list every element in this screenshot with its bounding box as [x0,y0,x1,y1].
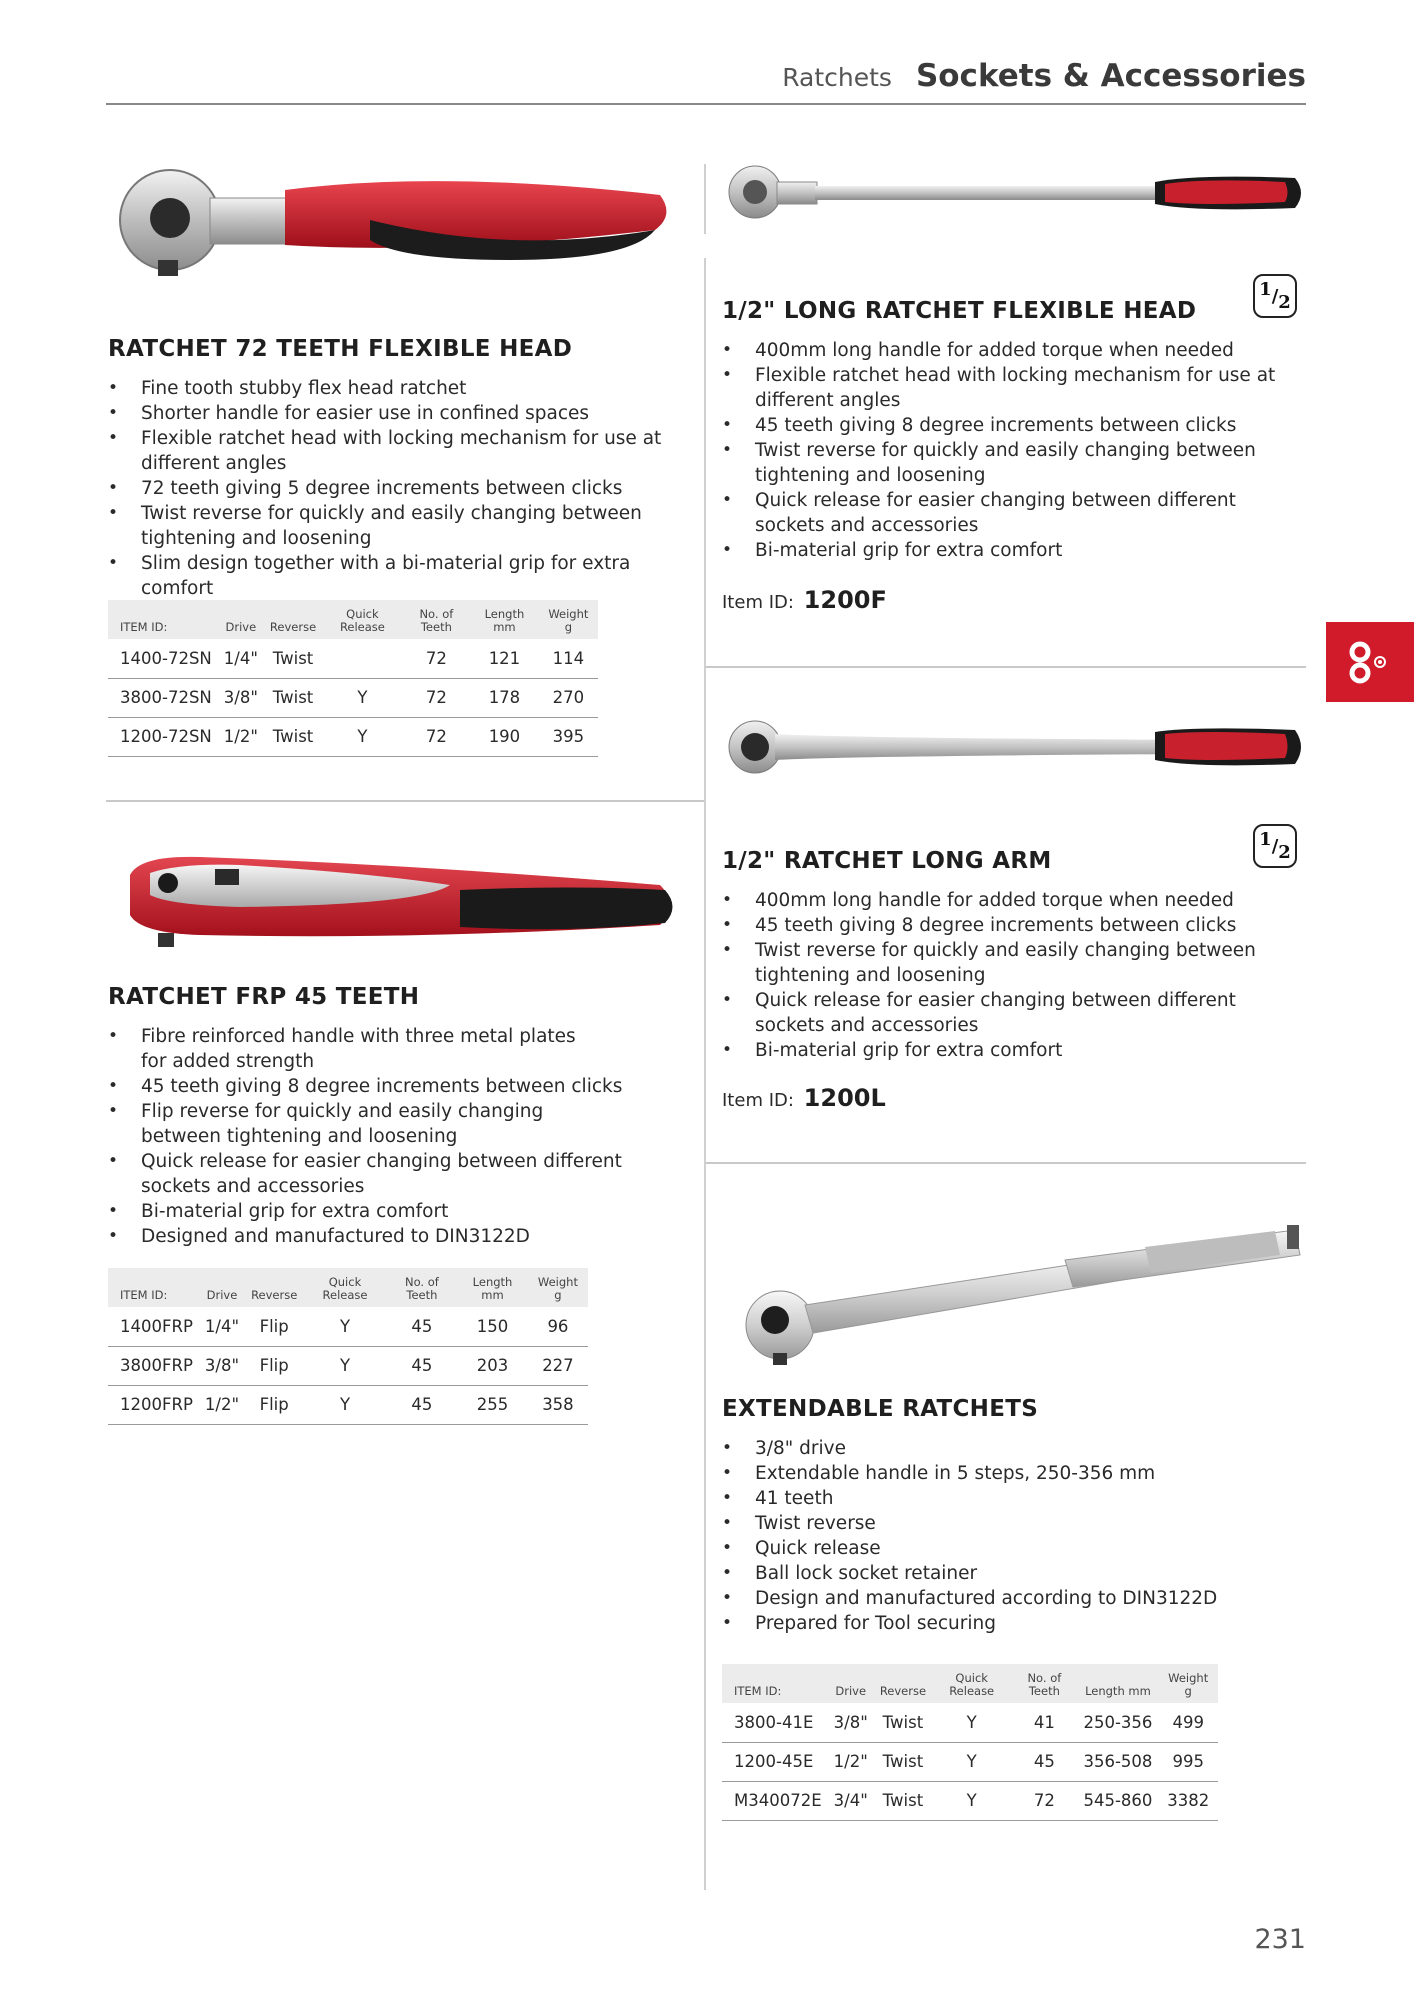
header-category: Ratchets [782,63,892,92]
cell-quick-release: Y [303,1307,386,1346]
product-title-long-flex: 1/2" LONG RATCHET FLEXIBLE HEAD [722,298,1197,324]
cell-teeth: 41 [1011,1703,1077,1742]
spec-table-72-teeth [108,600,598,757]
table-header-row [108,600,598,639]
item-id-code: 1200F [803,586,887,614]
cell-item-id: 1400FRP [108,1307,199,1346]
extendable-ratchet-image [735,1225,1305,1375]
list-item: • Bi-material grip for extra comfort [722,538,1302,563]
cell-length: 203 [457,1346,528,1385]
table-header-row [722,1664,1218,1703]
col-header: Reverse [269,620,317,634]
col-header: Quick Release [339,607,385,634]
col-header: No. of Teeth [419,607,454,634]
cell-weight: 358 [528,1385,588,1424]
badge-slash: / [1271,285,1279,307]
cell-length: 150 [457,1307,528,1346]
page-number: 231 [1254,1924,1306,1955]
list-item: • Twist reverse [722,1511,1302,1536]
table-row [108,717,598,756]
item-id-long-flex [722,586,887,614]
cell-drive: 1/4" [218,639,264,678]
frp-ratchet-image [120,845,680,955]
list-item: • Fibre reinforced handle with three metal plates for added strength [108,1024,578,1074]
table-row [108,639,598,678]
list-item: • Design and manufactured according to DIN3122D [722,1586,1302,1611]
cell-quick-release: Y [932,1703,1011,1742]
feature-list-extendable [722,1436,1302,1636]
badge-denominator: 2 [1278,291,1291,313]
right-section-divider-2 [706,1162,1306,1164]
list-item: • Flexible ratchet head with locking mechanism for use at different angles [722,363,1302,413]
list-item: • 45 teeth giving 8 degree increments between clicks [722,413,1302,438]
list-item: • Fine tooth stubby flex head ratchet [108,376,698,401]
col-header: ITEM ID: [120,1288,168,1302]
cell-teeth: 72 [403,717,470,756]
cell-reverse: Flip [245,1385,303,1424]
table-row [722,1781,1218,1820]
table-row [108,1346,588,1385]
cell-teeth: 45 [1011,1742,1077,1781]
cell-weight: 395 [539,717,598,756]
ratchet-flex-head-image [110,160,680,290]
cell-teeth: 72 [1011,1781,1077,1820]
col-header: Drive [225,620,257,634]
cell-item-id: M340072E [722,1781,828,1820]
column-divider [704,258,706,1890]
table-row [108,1385,588,1424]
cell-weight: 227 [528,1346,588,1385]
cell-item-id: 3800FRP [108,1346,199,1385]
item-id-long-arm [722,1084,886,1112]
list-item: • Designed and manufactured to DIN3122D [108,1224,698,1249]
cell-reverse: Twist [874,1703,932,1742]
list-item: • Bi-material grip for extra comfort [722,1038,1302,1063]
left-section-divider [106,800,704,802]
col-header: ITEM ID: [120,620,168,634]
cell-teeth: 45 [387,1307,457,1346]
cell-item-id: 1200-72SN [108,717,218,756]
cell-quick-release [322,639,403,678]
list-item: • Flexible ratchet head with locking mechanism for use at different angles [108,426,698,476]
list-item: • Twist reverse for quickly and easily changing between tightening and loosening [722,938,1302,988]
list-item: • Quick release for easier changing between different sockets and accessories [722,988,1302,1038]
cell-reverse: Flip [245,1307,303,1346]
cell-quick-release: Y [303,1385,386,1424]
cell-item-id: 1400-72SN [108,639,218,678]
cell-drive: 3/8" [828,1703,874,1742]
cell-reverse: Twist [874,1742,932,1781]
cell-reverse: Twist [874,1781,932,1820]
list-item: • 3/8" drive [722,1436,1302,1461]
table-header-row [108,1268,588,1307]
long-arm-ratchet-image [725,712,1305,782]
item-id-code: 1200L [803,1084,886,1112]
cell-teeth: 45 [387,1385,457,1424]
cell-length: 545-860 [1077,1781,1158,1820]
cell-length: 250-356 [1077,1703,1158,1742]
list-item: • Extendable handle in 5 steps, 250-356 mm [722,1461,1302,1486]
cell-weight: 3382 [1158,1781,1218,1820]
col-header: Drive [206,1288,238,1302]
cell-length: 255 [457,1385,528,1424]
cell-drive: 1/4" [199,1307,245,1346]
table-row [722,1742,1218,1781]
col-header: Length mm [1085,1684,1151,1698]
list-item: • Ball lock socket retainer [722,1561,1302,1586]
cell-drive: 3/8" [218,678,264,717]
list-item: • Slim design together with a bi-material grip for extra comfort [108,551,698,601]
list-item: • Twist reverse for quickly and easily changing between tightening and loosening [722,438,1302,488]
cell-item-id: 1200-45E [722,1742,828,1781]
list-item: • Flip reverse for quickly and easily changing between tightening and loosening [108,1099,548,1149]
feature-list-long-arm [722,888,1302,1063]
cell-drive: 1/2" [828,1742,874,1781]
badge-denominator: 2 [1278,841,1291,863]
badge-slash: / [1271,835,1279,857]
product-title-72-teeth: RATCHET 72 TEETH FLEXIBLE HEAD [108,336,573,362]
cell-item-id: 3800-41E [722,1703,828,1742]
cell-length: 356-508 [1077,1742,1158,1781]
col-header: Reverse [879,1684,927,1698]
list-item: • Quick release for easier changing between different sockets and accessories [108,1149,628,1199]
product-title-long-arm: 1/2" RATCHET LONG ARM [722,848,1052,874]
col-header: Reverse [251,1288,298,1302]
list-item: • Twist reverse for quickly and easily changing between tightening and loosening [108,501,698,551]
cell-length: 190 [470,717,539,756]
col-header: Length mm [472,1275,513,1302]
badge-numerator: 1 [1259,828,1272,850]
cell-quick-release: Y [322,717,403,756]
cell-reverse: Flip [245,1346,303,1385]
cell-weight: 114 [539,639,598,678]
drive-size-badge [1253,274,1297,318]
page-header [782,58,1306,94]
list-item: • Prepared for Tool securing [722,1611,1302,1636]
feature-list-72-teeth [108,376,698,601]
feature-list-long-flex [722,338,1302,563]
cell-weight: 270 [539,678,598,717]
long-flex-ratchet-image [725,160,1305,230]
col-header: No. of Teeth [404,1275,439,1302]
cell-quick-release: Y [303,1346,386,1385]
cell-quick-release: Y [932,1781,1011,1820]
list-item: • Bi-material grip for extra comfort [108,1199,698,1224]
socket-set-icon [1345,637,1395,687]
cell-reverse: Twist [264,678,322,717]
list-item: • 41 teeth [722,1486,1302,1511]
list-item: • Shorter handle for easier use in confined spaces [108,401,698,426]
cell-weight: 96 [528,1307,588,1346]
cell-drive: 1/2" [199,1385,245,1424]
drive-size-badge [1253,824,1297,868]
cell-reverse: Twist [264,639,322,678]
list-item: • 45 teeth giving 8 degree increments between clicks [722,913,1302,938]
cell-quick-release: Y [322,678,403,717]
item-id-label: Item ID: [722,1090,794,1111]
list-item: • 400mm long handle for added torque when needed [722,888,1302,913]
table-row [108,678,598,717]
product-title-frp: RATCHET FRP 45 TEETH [108,984,420,1010]
item-id-label: Item ID: [722,592,794,613]
header-title: Sockets & Accessories [915,58,1306,94]
spec-table-extendable [722,1664,1218,1821]
cell-reverse: Twist [264,717,322,756]
list-item: • Quick release [722,1536,1302,1561]
cell-item-id: 3800-72SN [108,678,218,717]
product-title-extendable: EXTENDABLE RATCHETS [722,1396,1039,1422]
header-rule [106,103,1306,105]
cell-drive: 3/4" [828,1781,874,1820]
col-header: Quick Release [949,1671,995,1698]
cell-weight: 995 [1158,1742,1218,1781]
list-item: • 45 teeth giving 8 degree increments between clicks [108,1074,698,1099]
col-header: ITEM ID: [734,1684,782,1698]
cell-item-id: 1200FRP [108,1385,199,1424]
cell-quick-release: Y [932,1742,1011,1781]
column-divider-top [704,164,706,234]
col-header: Quick Release [322,1275,368,1302]
feature-list-frp [108,1024,698,1249]
table-row [108,1307,588,1346]
section-side-tab[interactable] [1326,622,1414,702]
list-item: • 72 teeth giving 5 degree increments between clicks [108,476,698,501]
col-header: Drive [835,1684,867,1698]
col-header: Weight g [1168,1671,1209,1698]
list-item: • Quick release for easier changing between different sockets and accessories [722,488,1302,538]
col-header: Weight g [548,607,589,634]
cell-weight: 499 [1158,1703,1218,1742]
cell-drive: 1/2" [218,717,264,756]
spec-table-frp [108,1268,588,1425]
col-header: No. of Teeth [1027,1671,1062,1698]
list-item: • 400mm long handle for added torque when needed [722,338,1302,363]
cell-teeth: 72 [403,678,470,717]
table-row [722,1703,1218,1742]
cell-length: 178 [470,678,539,717]
col-header: Length mm [484,607,525,634]
cell-drive: 3/8" [199,1346,245,1385]
cell-teeth: 72 [403,639,470,678]
cell-length: 121 [470,639,539,678]
right-section-divider-1 [706,666,1306,668]
cell-teeth: 45 [387,1346,457,1385]
col-header: Weight g [537,1275,578,1302]
badge-numerator: 1 [1259,278,1272,300]
